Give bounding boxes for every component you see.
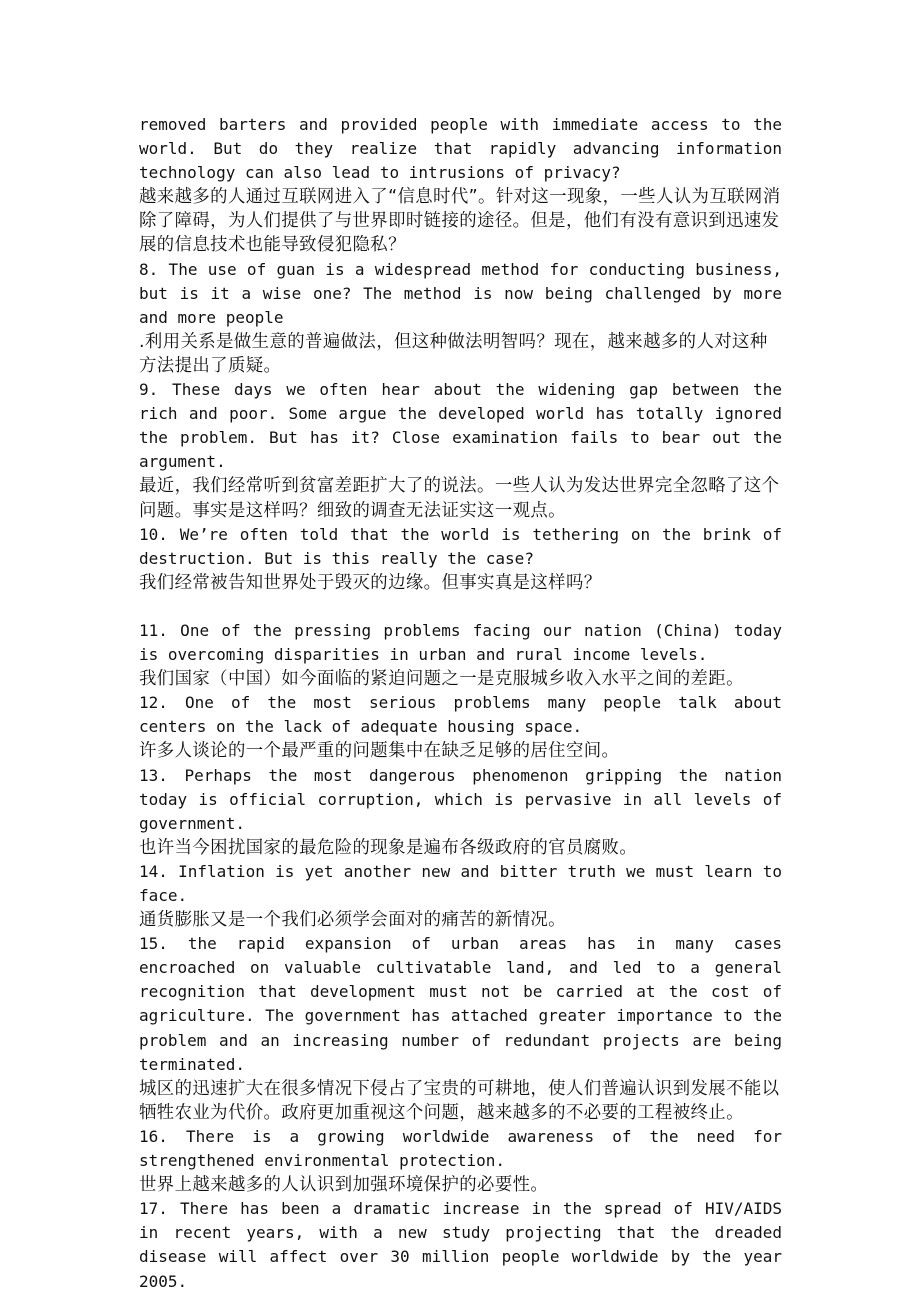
paragraph-english: 8. The use of guan is a widespread method for conducting business, but is it a wise one? The method is now being challenged by more and more people	[139, 259, 782, 327]
paragraph-english: 16. There is a growing worldwide awareness of the need for strengthened environmental protection.	[139, 1126, 782, 1171]
paragraph-chinese: 也许当今困扰国家的最危险的现象是遍布各级政府的官员腐败。	[139, 837, 638, 858]
paragraph-chinese: 最近，我们经常听到贫富差距扩大了的说法。一些人认为发达世界完全忽略了这个问题。事实是这样吗？细致的调查无法证实这一观点。	[139, 476, 780, 521]
paragraph-chinese: 许多人谈论的一个最严重的问题集中在缺乏足够的居住空间。	[139, 741, 620, 762]
paragraph-english: 10. We’re often told that the world is tethering on the brink of destruction. But is this really the case?	[139, 524, 782, 568]
paragraph-english: removed barters and provided people with immediate access to the world. But do they realize that rapidly advancing information technology can also lead to intrusions of privacy?	[139, 115, 782, 183]
paragraph-chinese: 城区的迅速扩大在很多情况下侵占了宝贵的可耕地，使人们普遍认识到发展不能以牺牲农业为代价。政府更加重视这个问题，越来越多的不必要的工程被终止。	[139, 1078, 780, 1123]
paragraph-chinese: 通货膨胀又是一个我们必须学会面对的痛苦的新情况。	[139, 910, 566, 931]
paragraph-english: 14. Inflation is yet another new and bitter truth we must learn to face.	[139, 861, 782, 905]
document-body	[139, 113, 782, 1294]
paragraph-chinese: 我们经常被告知世界处于毁灭的边缘。但事实真是这样吗？	[139, 572, 602, 593]
paragraph-english: 12. One of the most serious problems many people talk about centers on the lack of adequate housing space.	[139, 693, 782, 737]
paragraph-chinese: 越来越多的人通过互联网进入了“信息时代”。针对这一现象，一些人认为互联网消除了障碍，为人们提供了与世界即时链接的途径。但是，他们有没有意识到迅速发展的信息技术也能导致侵犯隐私？	[139, 187, 781, 256]
paragraph-chinese: 我们国家（中国）如今面临的紧迫问题之一是克服城乡收入水平之间的差距。	[139, 669, 744, 690]
paragraph-english: 11. One of the pressing problems facing our nation (China) today is overcoming disparities in urban and rural income levels.	[139, 620, 782, 665]
paragraph-chinese: 世界上越来越多的人认识到加强环境保护的必要性。	[139, 1175, 549, 1196]
paragraph-english: 13. Perhaps the most dangerous phenomenon gripping the nation today is official corruption, which is pervasive in all levels of government.	[139, 765, 782, 833]
paragraph-english: 9. These days we often hear about the widening gap between the rich and poor. Some argue the developed world has totally ignored the problem. But has it? Close examination fails to bear out the argument.	[139, 380, 782, 472]
paragraph-english: 15. the rapid expansion of urban areas has in many cases encroached on valuable cultivatable land, and led to a general recognition that development must not be carried at the cost of agriculture. The government has attached greater importance to the problem and an increasing number of redundant projects are being terminated.	[139, 934, 782, 1074]
paragraph-chinese: .利用关系是做生意的普遍做法，但这种做法明智吗？现在，越来越多的人对这种方法提出了质疑。	[139, 331, 768, 376]
paragraph-english: 17. There has been a dramatic increase in the spread of HIV/AIDS in recent years, with a new study projecting that the dreaded disease will affect over 30 million people worldwide by the year 2005.	[139, 1199, 782, 1291]
blank-line	[139, 595, 782, 619]
